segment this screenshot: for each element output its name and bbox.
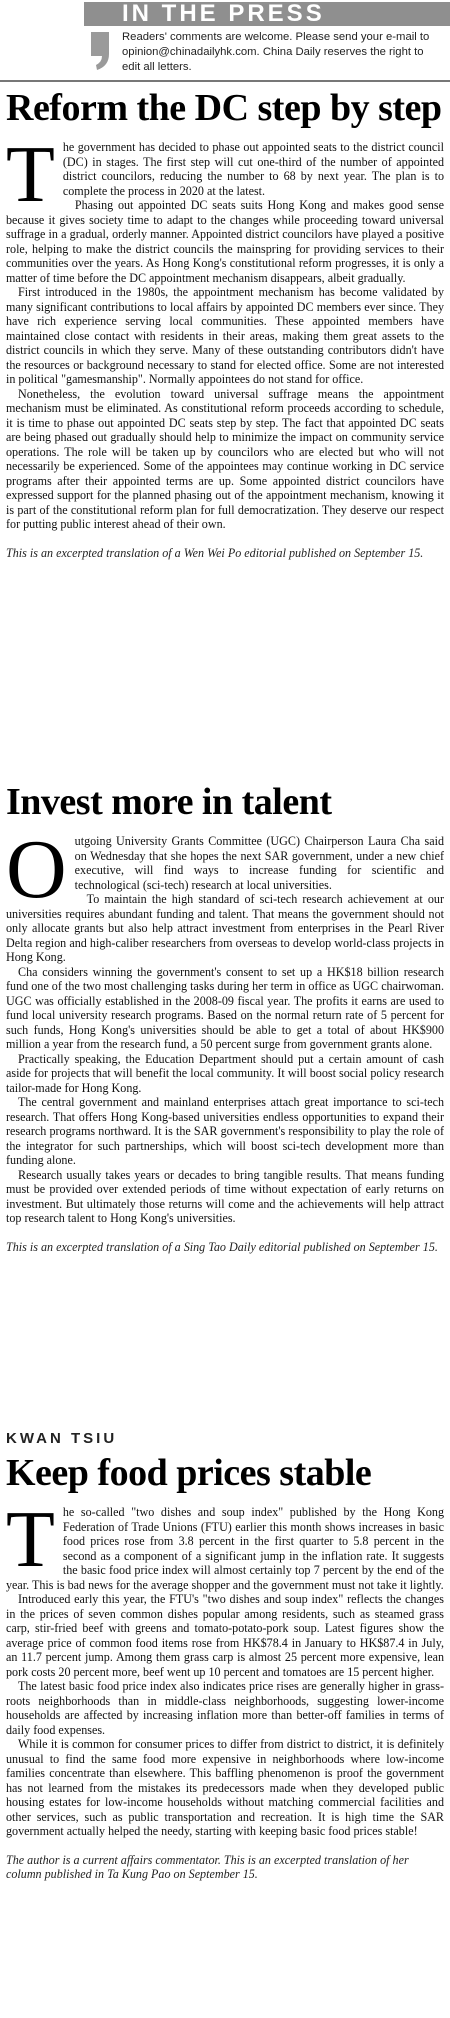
banner-divider <box>0 80 450 82</box>
article-body <box>6 823 444 1226</box>
article-paragraph: Phasing out appointed DC seats suits Hong Kong and makes good sense because it gives society time to adapt to the changes while proceeding toward universal suffrage in a gradual, orderly manner. Appointed district councilors have played a positive role, helping to make the district councils the mainspring for providing services to their communities over the years. As Hong Kong's constitutional reform progresses, it is only a matter of time before the DC appointment mechanism disappears, albeit gradually. <box>6 198 444 285</box>
article-source-note: The author is a current affairs commentator. This is an excerpted translation of her column published in Ta Kung Pao on September 15. <box>6 1852 409 1881</box>
section-banner <box>0 0 450 76</box>
article-invest-talent <box>0 780 450 1254</box>
drop-cap: T <box>6 1496 55 1584</box>
article-paragraph: utgoing University Grants Committee (UGC) Chairperson Laura Cha said on Wednesday that she hopes the next SAR government, under a new chief executive, will find ways to increase funding for scientific and technological (sci-tech) research at local universities. <box>74 834 444 892</box>
drop-cap: T <box>6 131 55 219</box>
article-paragraph: Research usually takes years or decades to bring tangible results. That means funding must be provided over extended periods of time without expectation of early returns on investment. But ultimately those returns will come and the achievements will help attract top research talent to Hong Kong's universities. <box>6 1167 444 1225</box>
article-paragraph: The latest basic food price index also indicates price rises are generally higher in grass-roots neighborhoods than in middle-class neighborhoods, suggesting lower-income households are affected by increasing inflation more than better-off families in terms of daily food expenses. <box>6 1679 444 1737</box>
article-paragraph: To maintain the high standard of sci-tech research achievement at our universities requires abundant funding and talent. That means the government should not only allocate grants but also help attract investment from enterprises in the Pearl River Delta region and high-caliber researchers from overseas to develop world-class projects in Hong Kong. <box>6 892 444 964</box>
article-headline: Keep food prices stable <box>6 1452 372 1494</box>
article-paragraph: First introduced in the 1980s, the appointment mechanism has become validated by many significant contributions to local affairs by appointed DC members ever since. They have rich experience serving local communities. These appointed members have maintained close contact with residents in their areas, making them great assets to the district councils in which they serve. Many of these outstanding contributors didn't have the resources or background necessary to stand for elected office. Some are not interested in political "gamesmanship". Normally appointees do not stand for office. <box>6 285 444 386</box>
article-paragraph: The central government and mainland enterprises attach great importance to sci-tech research. That offers Hong Kong-based universities endless opportunities to expand their research programs northward. It is the SAR government's responsibility to play the role of the integrator for such partnerships, which will boost sci-tech development more than funding alone. <box>6 1095 444 1167</box>
article-body <box>6 1496 444 1839</box>
quote-mark-icon <box>88 30 112 72</box>
article-paragraph: Nonetheless, the evolution toward universal suffrage means the appointment mechanism must be eliminated. As constitutional reform proceeds according to schedule, it is time to phase out appointed DC seats step by step. The fact that appointed DC seats are being phased out gradually should help to minimize the impact on community service operations. The role will be taken up by councilors who are elected but who will not necessarily be experienced. Some of the appointees may continue working in DC service programs after their appointed terms are up. Some appointed district councilors have expressed support for the planned phasing out of the appointment mechanism, knowing it is part of the constitutional reform plan for full democratization. They deserve our respect for putting public interest ahead of their own. <box>6 386 444 531</box>
drop-cap: O <box>6 823 67 916</box>
article-paragraph: he so-called "two dishes and soup index" published by the Hong Kong Federation of Trade Unions (FTU) earlier this month shows increases in basic food prices rose from 3.8 percent in the first quarter to 5.8 percent in the second as a component of a significant jump in the inflation rate. It suggests the basic food price index will almost certainly top 7 percent by the end of the year. This is bad news for the average shopper and the government must not take it lightly. <box>6 1505 444 1592</box>
article-reform-dc <box>0 86 450 560</box>
article-body <box>6 131 444 532</box>
section-title: IN THE PRESS <box>122 0 325 27</box>
article-paragraph: Practically speaking, the Education Department should put a certain amount of cash aside for projects that will benefit the local community. It will boost social policy research tailor-made for Hong Kong. <box>6 1051 444 1095</box>
article-paragraph: Cha considers winning the government's consent to set up a HK$18 billion research fund one of the two most challenging tasks during her term in office as UGC chairwoman. UGC was officially established in the 2008-09 fiscal year. The profits it earns are used to fund local university research programs. Based on the normal return rate of 5 percent for such funds, Hong Kong's universities should be able to get a total of about HK$900 million a year from the research fund, a 50 percent surge from government grants alone. <box>6 964 444 1051</box>
article-source-note: This is an excerpted translation of a Sing Tao Daily editorial published on September 15. <box>6 1239 438 1254</box>
article-source-note: This is an excerpted translation of a Wen Wei Po editorial published on September 15. <box>6 545 424 560</box>
article-paragraph: While it is common for consumer prices to differ from district to district, it is definitely unusual to find the same food more expensive in neighborhoods where low-income families concentrate than elsewhere. This baffling phenomenon is proof the government has not learned from the mistakes its predecessors made when they developed public housing estates for low-income households without matching commercial facilities and other services, such as public transportation and recreation. It is high time the SAR government actually helped the needy, starting with keeping basic food prices stable! <box>6 1737 444 1838</box>
article-food-prices <box>0 1430 450 1882</box>
article-headline: Invest more in talent <box>6 781 332 823</box>
article-paragraph: Introduced early this year, the FTU's "two dishes and soup index" reflects the changes in the prices of seven common dishes popular among residents, such as steamed grass carp, stir-fried beef with greens and tomato-potato-pork soup. Latest figures show the average price of common food items rose from HK$78.4 in January to HK$87.4 in July, an 11.7 percent jump. Among them grass carp is almost 25 percent more expensive, lean pork costs 20 percent more, beef went up 10 percent and tomatoes are 15 percent higher. <box>6 1592 444 1679</box>
article-headline: Reform the DC step by step <box>6 87 442 129</box>
section-note: Readers' comments are welcome. Please send your e-mail to opinion@chinadailyhk.com. China Daily reserves the right to edit all letters. <box>122 31 430 73</box>
author-byline: KWAN TSIU <box>6 1430 118 1447</box>
article-paragraph: he government has decided to phase out appointed seats to the district council (DC) in stages. The first step will cut one-third of the number of appointed district councilors, reducing the number to 68 by next year. The plan is to complete the process in 2020 at the latest. <box>62 140 444 198</box>
